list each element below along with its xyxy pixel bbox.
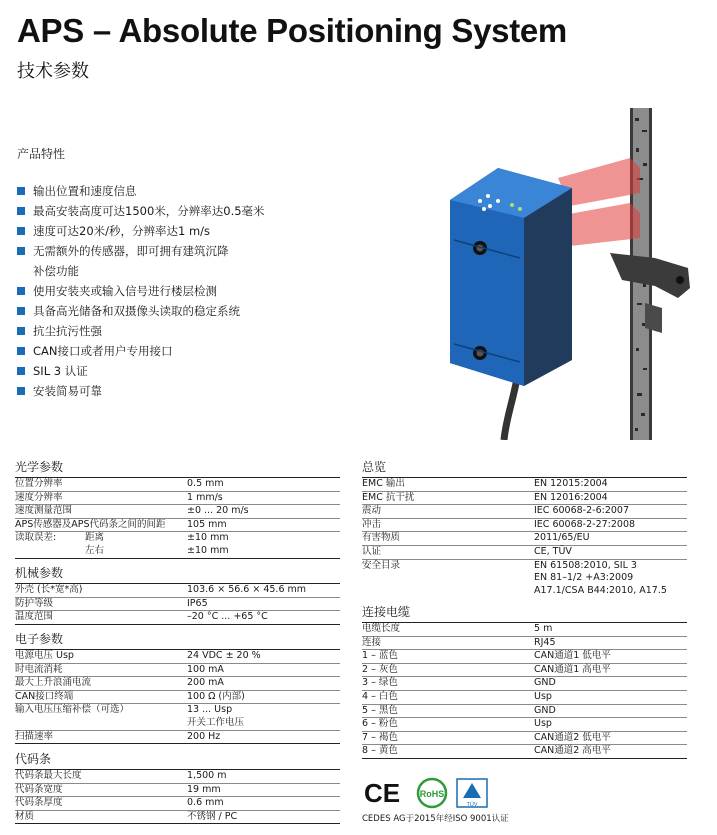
table-row: 认证 CE, TÜV — [362, 546, 687, 560]
section-heading: 电子参数 — [15, 630, 340, 650]
table-row: 开关工作电压 — [15, 717, 340, 731]
square-bullet-icon — [17, 187, 25, 195]
table-row: 材质 不锈钢 / PC — [15, 811, 340, 825]
section-heading: 总览 — [362, 458, 687, 478]
section-heading: 连接电缆 — [362, 603, 687, 623]
table-row: 8 – 黄色 CAN通道2 高电平 — [362, 745, 687, 759]
certification-logos — [362, 776, 532, 810]
table-row: 5 – 黑色 GND — [362, 705, 687, 719]
table-row: 7 – 褐色 CAN通道2 低电平 — [362, 732, 687, 746]
table-row: 代码条宽度 19 mm — [15, 784, 340, 798]
square-bullet-icon — [17, 287, 25, 295]
aps-sensor-illustration — [440, 108, 700, 440]
section-heading: 光学参数 — [15, 458, 340, 478]
page-title: APS – Absolute Positioning System — [17, 12, 567, 49]
square-bullet-icon — [17, 327, 25, 335]
table-row: A17.1/CSA B44:2010, A17.5 — [534, 584, 667, 596]
table-row: 速度分辨率 1 mm/s — [15, 492, 340, 506]
square-bullet-icon — [17, 227, 25, 235]
svg-text:CE: CE — [364, 778, 401, 808]
table-row: 电缆长度 5 m — [362, 623, 687, 637]
square-bullet-icon — [17, 387, 25, 395]
table-row: 安全目录 EN 61508:2010, SIL 3 — [362, 559, 637, 571]
sensor-body-right — [524, 188, 572, 386]
svg-text:RoHS: RoHS — [419, 789, 445, 799]
table-row: 时电流消耗 100 mA — [15, 664, 340, 678]
features-heading: 产品特性 — [17, 147, 66, 161]
table-row: 位置分辨率 0.5 mm — [15, 478, 340, 492]
cable-section — [362, 603, 687, 759]
led-green-icon — [518, 207, 522, 211]
table-row: 左右 ±10 mm — [15, 545, 340, 559]
section-heading: 机械参数 — [15, 564, 340, 584]
table-row: 代码条最大长度 1,500 m — [15, 770, 340, 784]
clip-hole — [676, 276, 684, 284]
table-row: 连接 RJ45 — [362, 637, 687, 651]
table-row: EMC 抗干扰 EN 12016:2004 — [362, 492, 687, 506]
table-row: 3 – 绿色 GND — [362, 677, 687, 691]
table-row: 输入电压压缩补偿（可选） 13 ... Usp — [15, 704, 233, 716]
table-row: 扫描速率 200 Hz — [15, 731, 340, 745]
ce-mark-icon — [364, 778, 400, 808]
list-item: 使用安装夹或输入信号进行楼层检测 — [17, 281, 277, 301]
sensor-body-front — [450, 200, 524, 386]
list-item: 最高安装高度可达1500米，分辨率达0.5毫米 — [17, 201, 277, 221]
table-row: 6 – 粉色 Usp — [362, 718, 687, 732]
table-row: EN 81–1/2 +A3:2009 — [534, 572, 634, 584]
rohs-badge-icon — [418, 779, 446, 807]
section-heading: 代码条 — [15, 750, 340, 770]
led-green-icon — [510, 203, 514, 207]
table-row: 4 – 白色 Usp — [362, 691, 687, 705]
optical-section — [15, 458, 340, 559]
square-bullet-icon — [17, 207, 25, 215]
list-item: 输出位置和速度信息 — [17, 181, 277, 201]
clip-lower — [645, 303, 662, 333]
square-bullet-icon — [17, 347, 25, 355]
table-row: 最大上升浪涌电流 200 mA — [15, 677, 340, 691]
table-row: 代码条厚度 0.6 mm — [15, 797, 340, 811]
table-row: 电源电压 Usp 24 VDC ± 20 % — [15, 650, 340, 664]
page-subtitle: 技术参数 — [17, 61, 89, 82]
list-item: 无需额外的传感器，即可拥有建筑沉降 — [17, 241, 277, 261]
table-row: CAN接口终端 100 Ω (内部) — [15, 691, 340, 705]
list-item: 速度可达20米/秒，分辨率达1 m/s — [17, 221, 277, 241]
table-row: 防护等级 IP65 — [15, 598, 340, 612]
table-row: 冲击 IEC 60068-2-27:2008 — [362, 519, 687, 533]
mechanical-section — [15, 564, 340, 625]
list-item: 安装简易可靠 — [17, 381, 277, 401]
tuv-badge-icon — [457, 779, 487, 808]
table-row: 2 – 灰色 CAN通道1 高电平 — [362, 664, 687, 678]
list-item: SIL 3 认证 — [17, 361, 277, 381]
list-item-continuation: 补偿功能 — [33, 264, 79, 278]
table-row: EMC 输出 EN 12015:2004 — [362, 478, 687, 492]
electrical-section — [15, 630, 340, 744]
overview-section — [362, 458, 687, 597]
table-row: 读取误差: 距离 ±10 mm — [15, 532, 229, 544]
table-row: 温度范围 –20 °C ... +65 °C — [15, 611, 340, 625]
table-row: 外壳 (长*宽*高) 103.6 × 56.6 × 45.6 mm — [15, 584, 340, 598]
square-bullet-icon — [17, 367, 25, 375]
list-item: 抗尘抗污性强 — [17, 321, 277, 341]
table-row: 震动 IEC 60068-2-6:2007 — [362, 505, 687, 519]
table-row: APS传感器及APS代码条之间的间距 105 mm — [15, 519, 340, 533]
list-item: CAN接口或者用户专用接口 — [17, 341, 277, 361]
square-bullet-icon — [17, 247, 25, 255]
cert-caption: CEDES AG于2015年经ISO 9001认证 — [362, 814, 509, 824]
table-row: 速度测量范围 ±0 ... 20 m/s — [15, 505, 340, 519]
barcode-section — [15, 750, 340, 824]
table-row: 有害物质 2011/65/EU — [362, 532, 687, 546]
table-row: 1 – 蓝色 CAN通道1 低电平 — [362, 650, 687, 664]
list-item: 具备高光储备和双摄像头读取的稳定系统 — [17, 301, 277, 321]
square-bullet-icon — [17, 307, 25, 315]
svg-text:TÜV: TÜV — [466, 802, 478, 808]
features-list — [17, 181, 277, 401]
